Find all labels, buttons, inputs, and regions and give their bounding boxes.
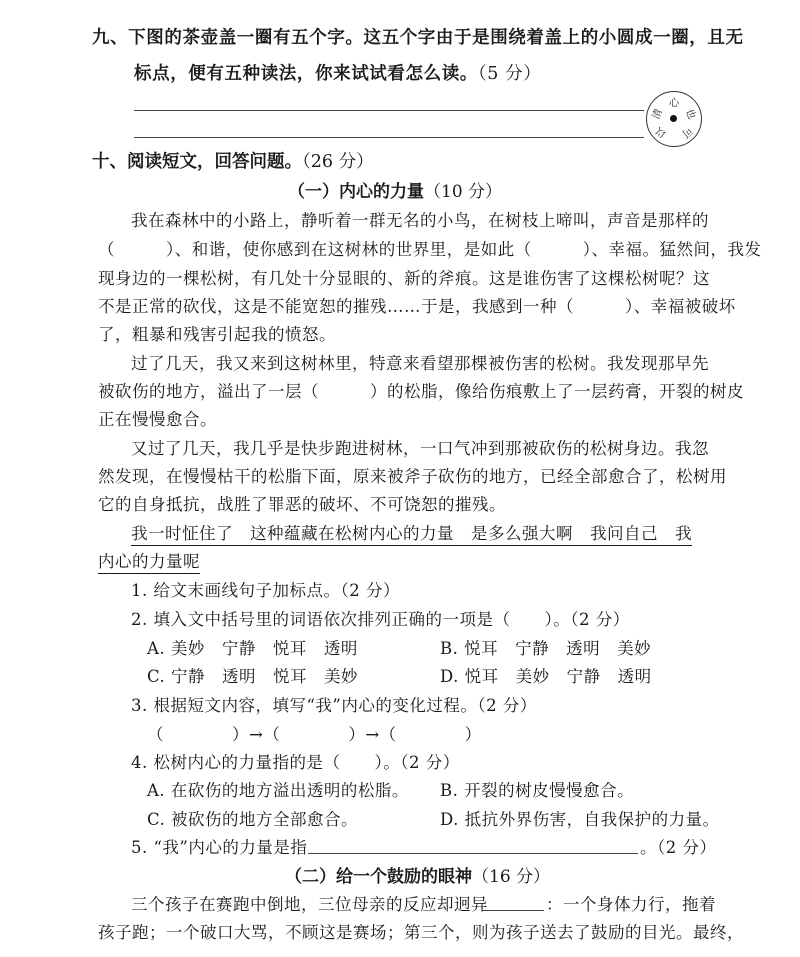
q9-line2-text: 标点，便有五种读法，你来试试看怎么读。 — [134, 64, 478, 84]
q10-score: （26 分） — [302, 152, 374, 172]
p3-line2: 然发现，在慢慢枯干的松脂下面，原来被斧子砍伤的地方，已经全部愈合了，松树用 — [98, 467, 727, 486]
q2-option-b: B. 悦耳 宁静 透明 美妙 — [440, 639, 652, 658]
question-5: 5. “我”内心的力量是指 — [131, 838, 308, 857]
part2-title-text: （二）给一个鼓励的眼神 — [285, 867, 472, 887]
part2-blank-line — [482, 910, 544, 911]
p1-line2: （ ）、和谐，使你感到在这树林的世界里，是如此（ ）、幸福。猛然间，我发 — [98, 240, 762, 259]
q9-line2 — [134, 60, 541, 85]
part2-line1-end: ：一个身体力行，拖着 — [546, 895, 716, 914]
p1-line4: 不是正常的砍伐，这是不能宽恕的摧残……于是，我感到一种（ ）、幸福被破坏 — [98, 297, 736, 316]
p3-line1: 又过了几天，我几乎是快步跑进树林，一口气冲到那被砍伤的松树身边。我忽 — [131, 439, 709, 458]
q2-option-c: C. 宁静 透明 悦耳 美妙 — [147, 667, 359, 686]
underlined-sentence-line2: 内心的力量呢 — [98, 552, 200, 571]
lid-char-1: 心 — [669, 98, 679, 109]
part2-title — [285, 862, 550, 887]
q9-score: （5 分） — [477, 64, 542, 84]
p1-line3: 现身边的一棵松树，有几处十分显眼的、新的斧痕。这是谁伤害了这棵松树呢？这 — [98, 269, 710, 288]
part1-title-text: （一）内心的力量 — [288, 182, 424, 202]
question-1: 1. 给文末画线句子加标点。（2 分） — [131, 581, 400, 600]
underlined-sentence-line1: 我一时怔住了 这种蕴藏在松树内心的力量 是多么强大啊 我问自己 我 — [131, 524, 692, 543]
question-4: 4. 松树内心的力量指的是（ ）。（2 分） — [131, 753, 460, 772]
lid-char-5: 清 — [651, 107, 665, 121]
q2-option-d: D. 悦耳 美妙 宁静 透明 — [440, 667, 652, 686]
q4-option-a: A. 在砍伤的地方溢出透明的松脂。 — [147, 781, 409, 800]
q10-title: 十、阅读短文，回答问题。 — [92, 152, 302, 172]
p2-line3: 正在慢慢愈合。 — [98, 410, 217, 429]
part2-score: （16 分） — [472, 867, 551, 887]
q10-heading — [92, 148, 374, 173]
lid-center-dot — [670, 115, 677, 122]
lid-char-3: 可 — [679, 124, 695, 140]
q2-option-a: A. 美妙 宁静 悦耳 透明 — [147, 639, 358, 658]
question-2: 2. 填入文中括号里的词语依次排列正确的一项是（ ）。（2 分） — [131, 610, 630, 629]
answer-line-1 — [134, 110, 644, 111]
part2-line2: 孩子跑；一个破口大骂，不顾这是赛场；第三个，则为孩子送去了鼓励的目光。最终， — [98, 923, 744, 942]
q5-score: 。（2 分） — [640, 838, 717, 857]
p1-line5: 了，粗暴和残害引起我的愤怒。 — [98, 325, 336, 344]
q4-option-c: C. 被砍伤的地方全部愈合。 — [147, 810, 359, 829]
lid-char-2: 也 — [683, 107, 697, 121]
part2-line1-start: 三个孩子在赛跑中倒地，三位母亲的反应却迥异 — [131, 895, 488, 914]
q5-answer-line — [308, 853, 638, 854]
p2-line2: 被砍伤的地方，溢出了一层（ ）的松脂，像给伤痕敷上了一层药膏，开裂的树皮 — [98, 382, 744, 401]
p1-line1: 我在森林中的小路上，静听着一群无名的小鸟，在树枝上啼叫，声音是那样的 — [131, 211, 709, 230]
lid-char-4: 以 — [653, 124, 669, 140]
part1-title — [288, 177, 502, 202]
q3-answer-blanks: （ ）→（ ）→（ ） — [147, 725, 482, 744]
teapot-lid-illustration — [646, 91, 702, 147]
q9-line1: 九、下图的茶壶盖一圈有五个字。这五个字由于是围绕着盖上的小圆成一圈，且无 — [92, 28, 744, 48]
p2-line1: 过了几天，我又来到这树林里，特意来看望那棵被伤害的松树。我发现那早先 — [131, 354, 709, 373]
q4-option-b: B. 开裂的树皮慢慢愈合。 — [440, 781, 635, 800]
part1-score: （10 分） — [424, 182, 503, 202]
p3-line3: 它的自身抵抗，战胜了罪恶的破坏、不可饶恕的摧残。 — [98, 495, 506, 514]
question-3: 3. 根据短文内容，填写“我”内心的变化过程。（2 分） — [131, 696, 537, 715]
q4-option-d: D. 抵抗外界伤害，自我保护的力量。 — [440, 810, 720, 829]
answer-line-2 — [134, 137, 644, 138]
